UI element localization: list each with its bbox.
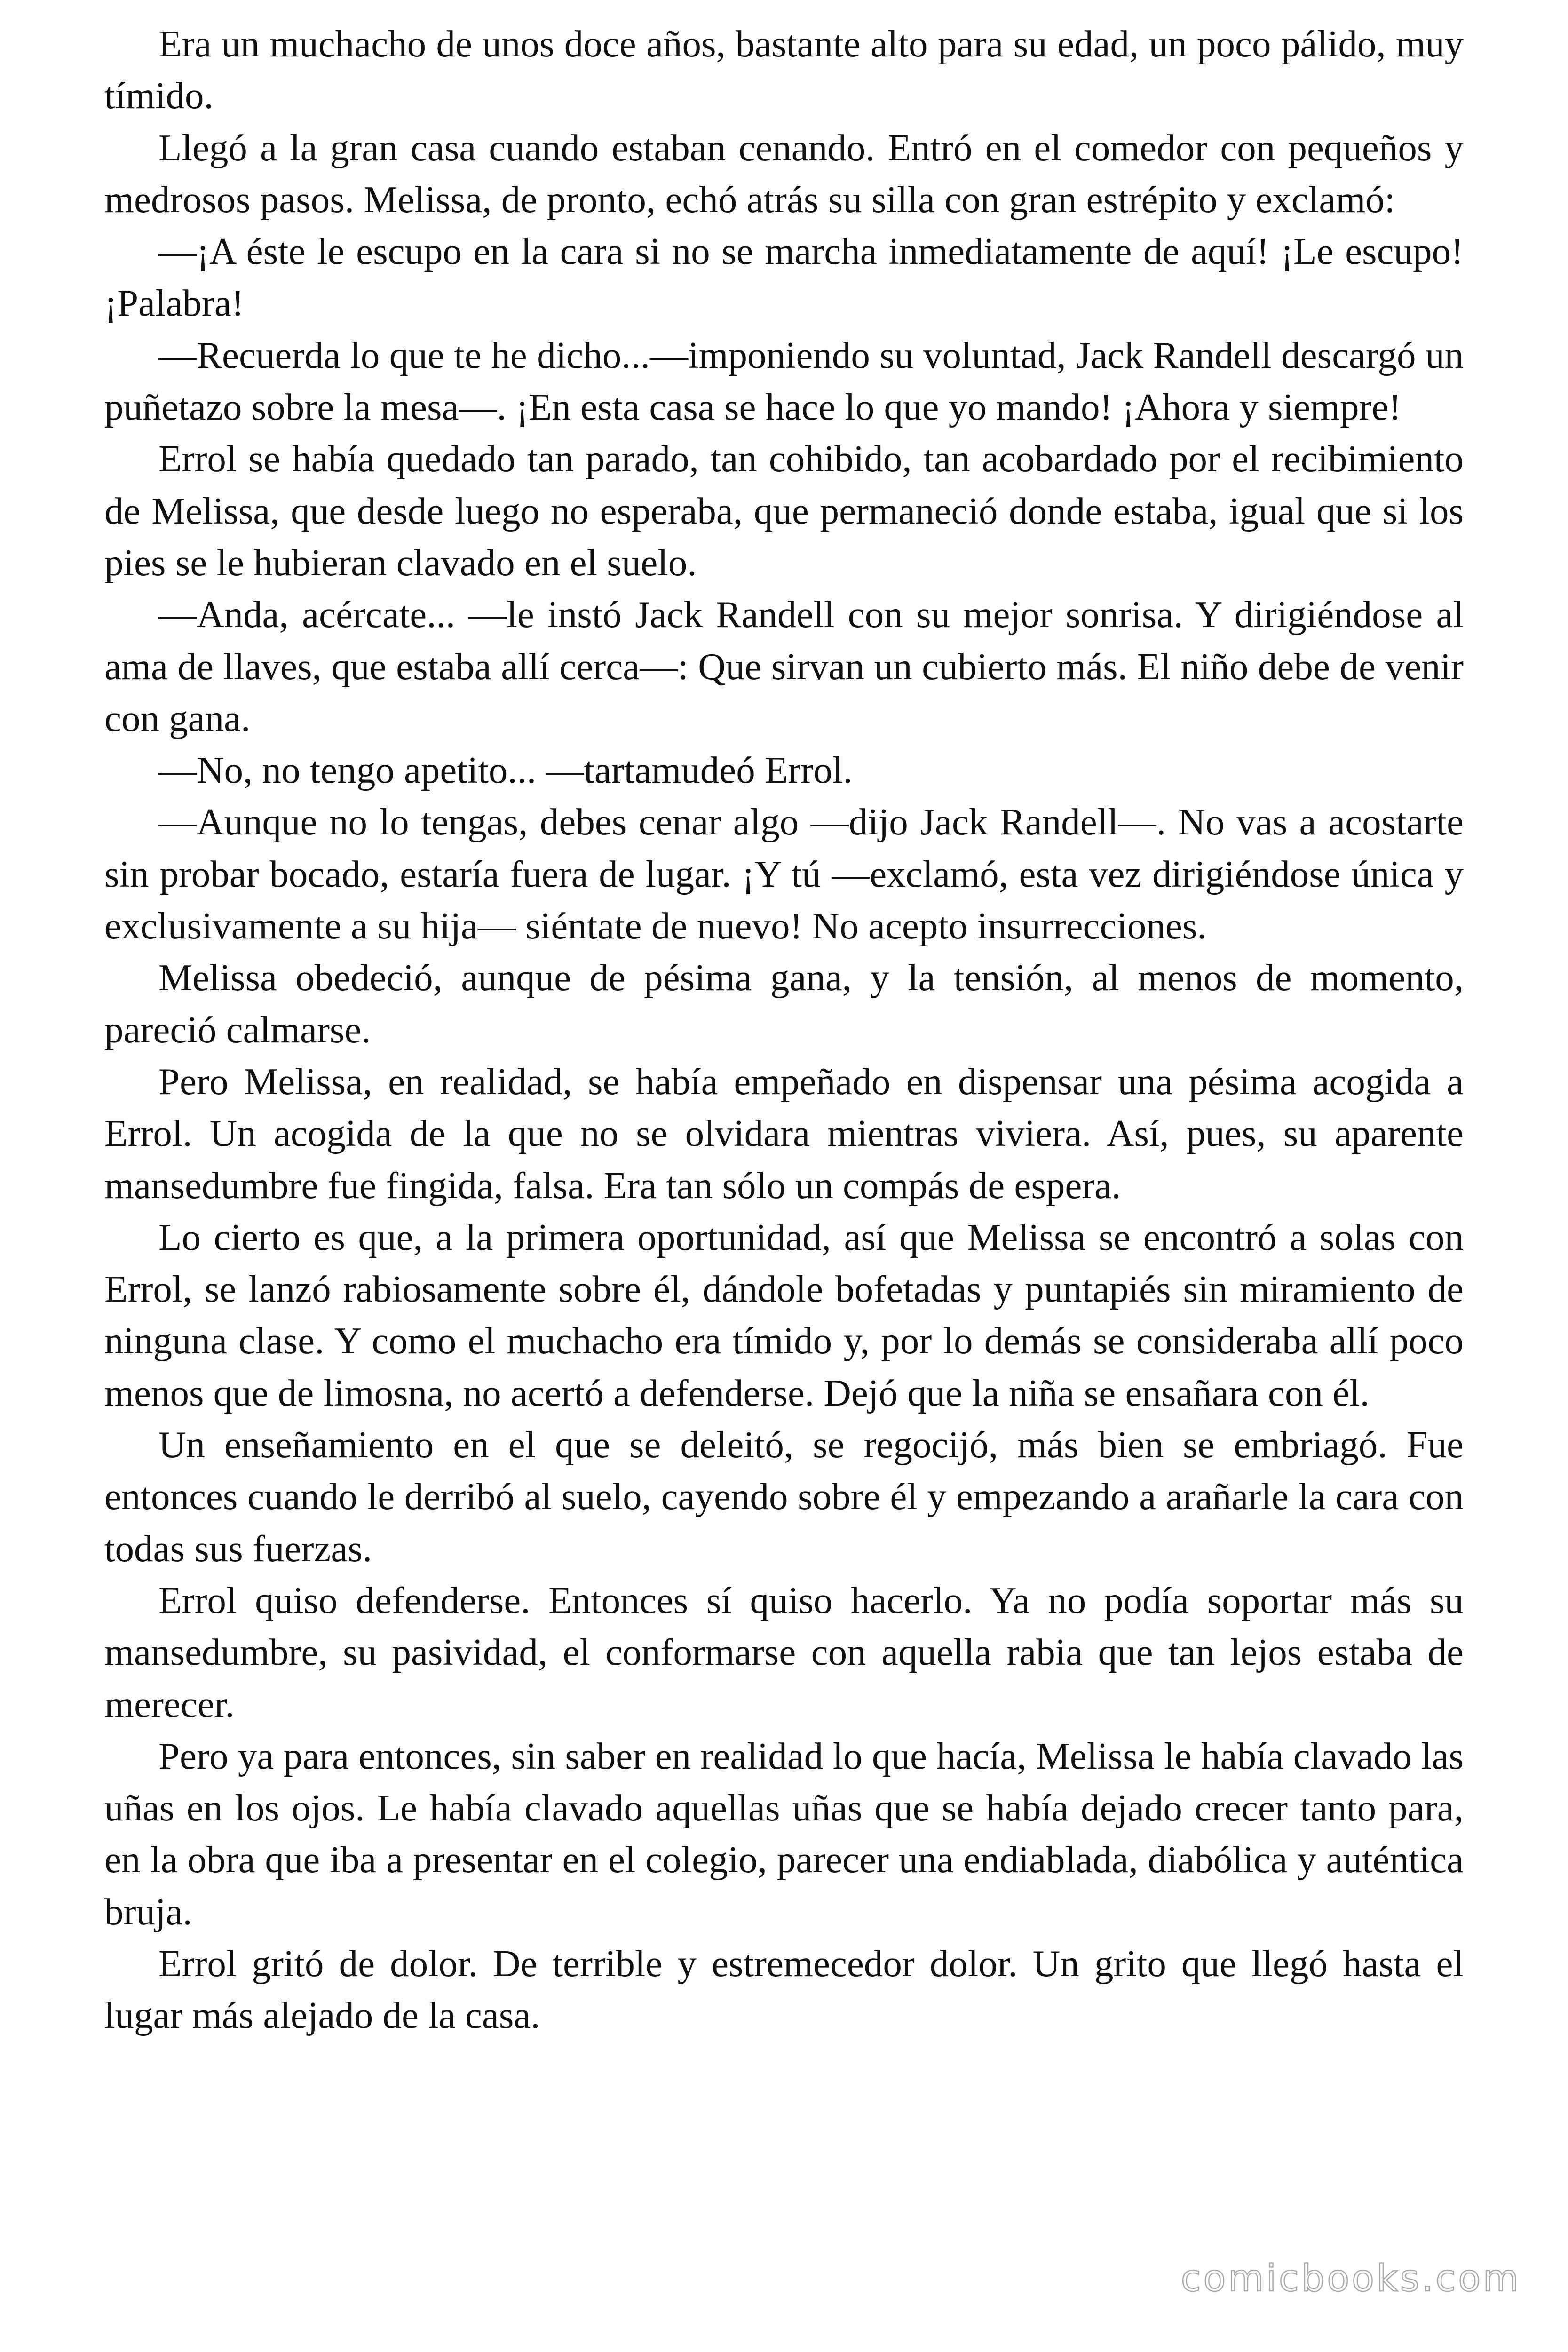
paragraph: Errol quiso defenderse. Entonces sí quiso hacerlo. Ya no podía soportar más su mansedumbre, su pasividad, el conformarse con aquella rabia que tan lejos estaba de merecer. [104, 1579, 1464, 1725]
paragraph: Pero ya para entonces, sin saber en realidad lo que hacía, Melissa le había clavado las uñas en los ojos. Le había clavado aquellas uñas que se había dejado crecer tanto para, en la obra que iba a presentar en el colegio, parecer una endiablada, diabólica y auténtica bruja. [104, 1734, 1464, 1933]
paragraph: —¡A éste le escupo en la cara si no se marcha inmediatamente de aquí! ¡Le escupo! ¡Palabra! [104, 230, 1464, 325]
paragraph: Errol gritó de dolor. De terrible y estremecedor dolor. Un grito que llegó hasta el lugar más alejado de la casa. [104, 1942, 1464, 2037]
paragraph: Llegó a la gran casa cuando estaban cenando. Entró en el comedor con pequeños y medrosos pasos. Melissa, de pronto, echó atrás su silla con gran estrépito y exclamó: [104, 126, 1464, 221]
paragraph: Era un muchacho de unos doce años, bastante alto para su edad, un poco pálido, muy tímido. [104, 23, 1464, 117]
paragraph: Pero Melissa, en realidad, se había empeñado en dispensar una pésima acogida a Errol. Un acogida de la que no se olvidara mientras viviera. Así, pues, su aparente mansedumbre fue fingida, falsa. Era tan sólo un compás de espera. [104, 1060, 1464, 1207]
paragraph: —Anda, acércate... —le instó Jack Randell con su mejor sonrisa. Y dirigiéndose al ama de llaves, que estaba allí cerca—: Que sirvan un cubierto más. El niño debe de venir con gana. [104, 593, 1464, 739]
paragraph: Lo cierto es que, a la primera oportunidad, así que Melissa se encontró a solas con Errol, se lanzó rabiosamente sobre él, dándole bofetadas y puntapiés sin miramiento de ninguna clase. Y como el muchacho era tímido y, por lo demás se consideraba allí poco menos que de limosna, no acertó a defenderse. Dejó que la niña se ensañara con él. [104, 1216, 1464, 1414]
paragraph: —Aunque no lo tengas, debes cenar algo —dijo Jack Randell—. No vas a acostarte sin probar bocado, estaría fuera de lugar. ¡Y tú —exclamó, esta vez dirigiéndose única y exclusivamente a su hija— siéntate de nuevo! No acepto insurrecciones. [104, 801, 1464, 947]
paragraph: Un enseñamiento en el que se deleitó, se regocijó, más bien se embriagó. Fue entonces cuando le derribó al suelo, cayendo sobre él y empezando a arañarle la cara con todas sus fuerzas. [104, 1423, 1464, 1570]
paragraph: Melissa obedeció, aunque de pésima gana, y la tensión, al menos de momento, pareció calmarse. [104, 956, 1464, 1051]
paragraph: Errol se había quedado tan parado, tan cohibido, tan acobardado por el recibimiento de Melissa, que desde luego no esperaba, que permaneció donde estaba, igual que si los pies se le hubieran clavado en el suelo. [104, 437, 1464, 584]
book-page-text [104, 18, 1464, 2042]
paragraph: —No, no tengo apetito... —tartamudeó Errol. [158, 749, 853, 792]
watermark: comicbooks.com [1180, 2257, 1521, 2300]
paragraph: —Recuerda lo que te he dicho...—imponiendo su voluntad, Jack Randell descargó un puñetazo sobre la mesa—. ¡En esta casa se hace lo que yo mando! ¡Ahora y siempre! [104, 334, 1464, 429]
